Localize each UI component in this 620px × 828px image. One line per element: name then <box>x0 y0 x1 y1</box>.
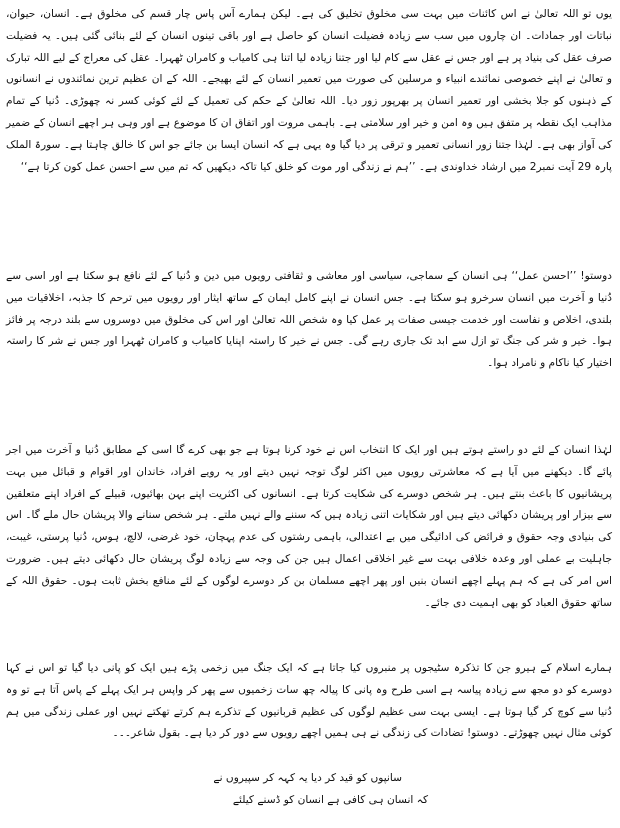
couplet-line-2: کہ انسان ہی کافی ہے انسان کو ڈسنے کیلئے <box>232 793 428 806</box>
paragraph-two-paths: لہٰذا انسان کے لئے دو راستے ہوتے ہیں اور ایک کا انتخاب اس نے خود کرنا ہوتا ہے جو بھی کرے گا اسی کے مطابق دُنیا و آخرت میں اجر پائے گا۔ دیکھنے میں آیا ہے کہ معاشرتی رویوں میں اکثر لوگ توجہ نہیں دیتے اور یہ رویے افراد، خاندان اور اقوام و قبائل میں بہت پریشانیوں کا باعث بنتے ہیں۔ ہر شخص دوسرے کی شکایت کرتا ہے۔ انسانوں کی اکثریت اپنے بہن بھائیوں، قبیلے کے افراد اپنے متعلقین سے بیزار اور پریشان دکھائی دیتے ہیں اور شکایات اتنی زیادہ ہیں کہ سننے والے نہیں ملتے۔ ہر شخص سنانے والا پریشان حال ملے گا۔ اس کی بنیادی وجہ حقوق و فرائض کی ادائیگی میں بے اعتدالی، باہمی رشتوں کی عدم پہچان، خود غرضی، لالچ، ہوس، دُنیا پرستی، غیبت، جاہلیت بے عملی اور وعدہ خلافی بہت سے غیر اخلاقی اعمال ہیں جن کی وجہ سے زیادہ لوگ پریشان حال دکھائی دیتے ہیں۔ ضرورت اس امر کی ہے کہ ہم پہلے اچھے انسان بنیں اور پھر اچھے مسلمان بن کر دوسرے لوگوں کے لئے منافع بخش ثابت ہوں۔ حقوق اللہ کے ساتھ حقوق العباد کو بھی اہمیت دی جائے۔ <box>6 444 612 609</box>
paragraph-ahsan-amal: دوستو! ’’احسن عمل‘‘ ہی انسان کے سماجی، سیاسی اور معاشی و ثقافتی رویوں میں دین و دُنیا کے لئے نافع ہو سکتا ہے اور اسی سے دُنیا و آخرت میں انسان سرخرو ہو سکتا ہے۔ جس انسان نے اپنے کامل ایمان کے ساتھ ایثار اور رویوں میں ترحم کا جذبہ، اخلاقیات میں بلندی، اخلاص و نفاست اور خدمت جیسی صفات پر عمل کیا وہ شخص اللہ تعالیٰ اور اس کی مخلوق میں دوسروں سے بلند درجہ پر فائز ہوا۔ خیر و شر کی جنگ تو ازل سے ابد تک جاری رہے گی۔ جس نے خیر کا راستہ اپنایا کامیاب و کامران ٹھہرا اور جس نے شر کا راستہ اختیار کیا ناکام و نامراد ہوا۔ <box>6 270 612 370</box>
paragraph-heroes: ہمارے اسلام کے ہیرو جن کا تذکرہ سٹیجوں پر منبروں کیا جاتا ہے کہ ایک جنگ میں زخمی پڑے ہیں ایک کو پانی دیا گیا تو اس نے کہا دوسرے کو دو مجھ سے زیادہ پیاسہ ہے اسی طرح وہ پانی کا پیالہ چھ سات زخمیوں سے پھر کر واپس ہر ایک پہلے کے پاس آتا ہے تو وہ دُنیا سے کوچ کر گیا ہوتا ہے۔ ایسی بہت سی عظیم لوگوں کی عظیم قربانیوں کے تذکرے ہم کرتے تھکتے نہیں اور عملی زندگی میں ہم کوئی مثال نہیں چھوڑتے۔ دوستو! تضادات کی زندگی نے ہی ہمیں اچھے رویوں سے دور کر دیا ہے۔ بقول شاعر۔۔۔ <box>6 662 612 740</box>
article-page <box>6 4 612 824</box>
paragraph-intro: یوں تو اللہ تعالیٰ نے اس کائنات میں بہت سی مخلوق تخلیق کی ہے۔ لیکن ہمارے آس پاس چار قسم کی مخلوق ہے۔ انسان، حیوان، نباتات اور جمادات۔ ان چاروں میں سب سے زیادہ فضیلت انسان کو حاصل ہے اور باقی تینوں انسان کے لئے بنائی گئی ہیں۔ یہ فضیلت صرف عقل کی بنیاد پر ہے اور جس نے عقل سے کام لیا اور جتنا زیادہ لیا اتنا ہی کامیاب و کامران ٹھہرا۔ عقل کی معراج کے لیے اللہ تبارک و تعالیٰ نے اپنے خصوصی نمائندے انبیاء و مرسلین کی صورت میں تعمیر انسان کے لئے بھیجے۔ اللہ کے ان عظیم ترین نمائندوں نے انسانوں کے ذہنوں کو جلا بخشی اور تعمیر انسان پر بھرپور زور دیا۔ اللہ تعالیٰ کے حکم کی تعمیل کے لئے کوئی کسر نہ چھوڑی۔ دُنیا کے تمام مذاہب ایک نقطہ پر متفق ہیں وہ امن و خیر اور سلامتی ہے۔ باہمی مروت اور اتفاق ان کا موضوع ہے اور وہی ہر اچھے انسان کے ضمیر کی آواز بھی ہے۔ لہٰذا جتنا زور انسانی تعمیر و ترقی پر دیا گیا وہ یہی ہے کہ انسان ایسا بن جائے جو اس کا خالق چاہتا ہے۔ سورۃ الملک پارہ 29 آیت نمبر2 میں ارشاد خداوندی ہے۔ ’’ہم نے زندگی اور موت کو خلق کیا تاکہ دیکھیں کہ تم میں سے احسن عمل کون کرتا ہے‘‘ <box>6 8 612 173</box>
poetry-couplet <box>6 768 612 812</box>
couplet-line-1: سانپوں کو قید کر دیا یہ کہہ کر سپیروں نے <box>213 772 402 784</box>
